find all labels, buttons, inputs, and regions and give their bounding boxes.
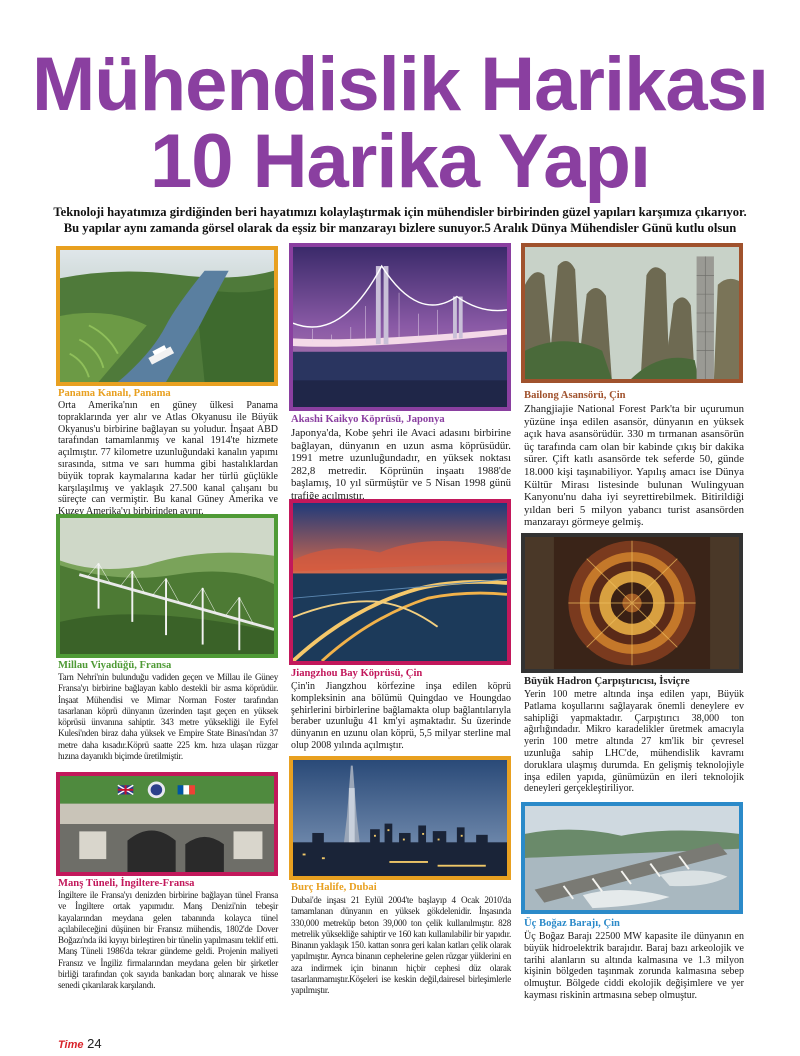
burc-caption: Burç Halife, Dubai: [291, 882, 377, 893]
ucbogaz-dam-photo: [521, 802, 743, 914]
magazine-logo: Time: [58, 1039, 84, 1051]
millau-viaduct-photo: [56, 514, 278, 658]
page-footer: [58, 1036, 102, 1051]
intro-line1: Teknoloji hayatımıza girdiğinden beri hayatımızı kolaylaştırmak için mühendisler birbirinden güzel yapıları karşımıza çıkarıyor.: [53, 205, 747, 219]
hadron-text: Yerin 100 metre altında inşa edilen yapı, Büyük Patlama koşullarını sağlayarak önemli deneylere ev sahipliği yapmaktadır. Çarpıştırıcı 38,000 ton ağırlığındadır. Mikro karadelikler üretmek amacıyla yerin 100 metre altında 27 km'lik bir çevresel uzunluğa sahip LHC'de, mühendislik kavramı doruklara ulaşmış durumda. En gelişmiş teknolojiyle inşa edilen yapıda, günümüzün en ileri teknolojik deneyleri gerçekleştiriliyor.: [524, 689, 744, 795]
manis-caption: Manş Tüneli, İngiltere-Fransa: [58, 878, 195, 889]
intro-line2: Bu yapılar aynı zamanda görsel olarak da eşsiz bir manzarayı bizlere sunuyor.5 Aralık Dünya Mühendisler Günü kutlu olsun: [63, 221, 737, 235]
jiangzhou-bridge-photo: [289, 499, 511, 665]
ucbogaz-caption: Üç Boğaz Barajı, Çin: [524, 918, 620, 929]
jiangzhou-caption: Jiangzhou Bay Köprüsü, Çin: [291, 668, 423, 679]
millau-text: Tarn Nehri'nin bulunduğu vadiden geçen ve Millau ile Güney Fransa'yı birbirine bağlayan kablo destekli bir asma köprüdür. İnşaat Mühendisi ve Mimar Norman Foster tarafından tasarlanan köprü dünyanın üzerinden taşıt geçen en yüksek köprüsü ünvanına sahiptir. 343 metre yüksekliği ile Eyfel Kulesi'nden biraz daha yüksek ve Empire State Binası'ndan 37 metre daha kısadır.Köprü saatte 225 km. hıza ulaşan rüzgar hızına dayanıklı biçimde üretilmiştir.: [58, 672, 278, 762]
manis-text: İngiltere ile Fransa'yı denizden birbirine bağlayan tünel Fransa ve İngiltere ortak yapımıdır. Manş Denizi'nin tebeşir kayalarından meydana gelen tabanında kolayca tünel açılabileceğini düşünen bir Fransız mühendis, 1802'de Dover Boğazı'nda iki kıyıyı birleştiren bir tünelin yapılmasını teklif etti. Manş Tüneli 1986'da tekrar gündeme geldi. Projenin maliyeti Fransız ve İngiliz firmalarından meydana gelen bir şirketler birliği tarafından çok sayıda bankadan borç alınarak ve hisse senedi çıkarılarak karşılandı.: [58, 890, 278, 991]
burc-text: Dubai'de inşası 21 Eylül 2004'te başlayıp 4 Ocak 2010'da tamamlanan dünyanın en yüksek gökdelenidir. İnşasında 330,000 metreküp beton 39,000 ton çelik kullanılmıştır. 828 metrelik yüksekliğe sahiptir ve 160 katı kullanılabilir bir yapıdır. Binanın yaklaşık 150. kattan sonra geri kalan katları çelik olarak yapılmıştır. Ayrıca binanın cephelerine gelen rüzgar yüklerini en aza indirmek için binanın hiçbir cephesi düz olarak tasarlanmamıştır.Köşeleri ise keskin değil,dairesel birleşimlerle yapılmıştır.: [291, 895, 511, 996]
akashi-bridge-photo: [289, 243, 511, 411]
akashi-caption: Akashi Kaikyo Köprüsü, Japonya: [291, 414, 445, 425]
page-number: 24: [87, 1036, 102, 1051]
bailong-text: Zhangjiajie National Forest Park'ta bir uçurumun yüzüne inşa edilen asansör, dünyanın en yüksek açık hava asansörüdür. 330 m tırmanan asansörün üç tarafında cam olan bir kabinde çıkış bir dakika sürer. Çift katlı asansörde tek seferde 50, günde 18.000 kişi taşınabiliyor. Yapılış amacı ise Dünya Kültür Mirası listesinde bulunan Wulingyuan Kanyonu'nu daha iyi seyrettirebilmek. Bitirildiği yıldan beri 5 milyon yabancı turist asansörden manzarayı görmeye gelmiş.: [524, 403, 744, 529]
manis-tunnel-photo: [56, 772, 278, 876]
bailong-elevator-photo: [521, 243, 743, 383]
bailong-caption: Bailong Asansörü, Çin: [524, 390, 626, 401]
jiangzhou-text: Çin'in Jiangzhou körfezine inşa edilen köprü kompleksinin ana bölümü Quingdao ve Houngdao şehirlerini birbirlerine bağlamakta olup bağlantılarıyla beraber uzunluğu 41 km'yi aşmaktadır. Su üzerinde dünyanın en uzunu olan köprü, 5,5 milyar sterline mal olup 2008 yılında açılmıştır.: [291, 681, 511, 751]
burc-halife-photo: [289, 756, 511, 880]
ucbogaz-text: Üç Boğaz Barajı 22500 MW kapasite ile dünyanın en büyük hidroelektrik barajıdır. Baraj bazı arkeolojik ve tarihi alanların su altında kalmasına ve 1.3 milyon kişinin bölgeden taşınmak zorunda kalmasına sebep olmuştur. Bölgede ciddi ekolojik değişimlere ve yer kayması riskinin artmasına sebep olmuştur.: [524, 931, 744, 1001]
hadron-caption: Büyük Hadron Çarpıştırıcısı, İsviçre: [524, 676, 690, 687]
akashi-text: Japonya'da, Kobe şehri ile Avaci adasını birbirine bağlayan, dünyanın en uzun asma köprüsüdür. 1991 metre uzunluğundadır, en yüksek noktası 282,8 metredir. Köprünün inşaatı 1988'de başlamış, 10 yıl sürmüştür ve 5 Nisan 1998 günü trafiğe açılmıştır.: [291, 427, 511, 502]
panama-text: Orta Amerika'nın en güney ülkesi Panama topraklarında yer alır ve Atlas Okyanusu ile Büyük Okyanus'u birbirine bağlayan su yoludur. İnşaat ABD tarafından tamamlanmış ve kanal 1914'te hizmete açılmıştır. 77 kilometre uzunluğundaki kanalın yapımı sırasında, sıtma ve sarı humma gibi hastalıklardan büyük toprak kaymalarına kadar her türlü güçlükle karşılaşılmış ve yaklaşık 27.500 kanal çalışanı bu süreçte can vermiştir. Bu kanal Güney Amerika ve Kuzey Amerika'yı birbirinden ayırır.: [58, 400, 278, 518]
panama-caption: Panama Kanalı, Panama: [58, 388, 171, 399]
panama-canal-photo: [56, 246, 278, 386]
page-title-line2: 10 Harika Yapı: [149, 119, 651, 204]
page-title-line1: Mühendislik Harikası: [31, 42, 769, 127]
hadron-collider-photo: [521, 533, 743, 673]
millau-caption: Millau Viyadüğü, Fransa: [58, 660, 172, 671]
